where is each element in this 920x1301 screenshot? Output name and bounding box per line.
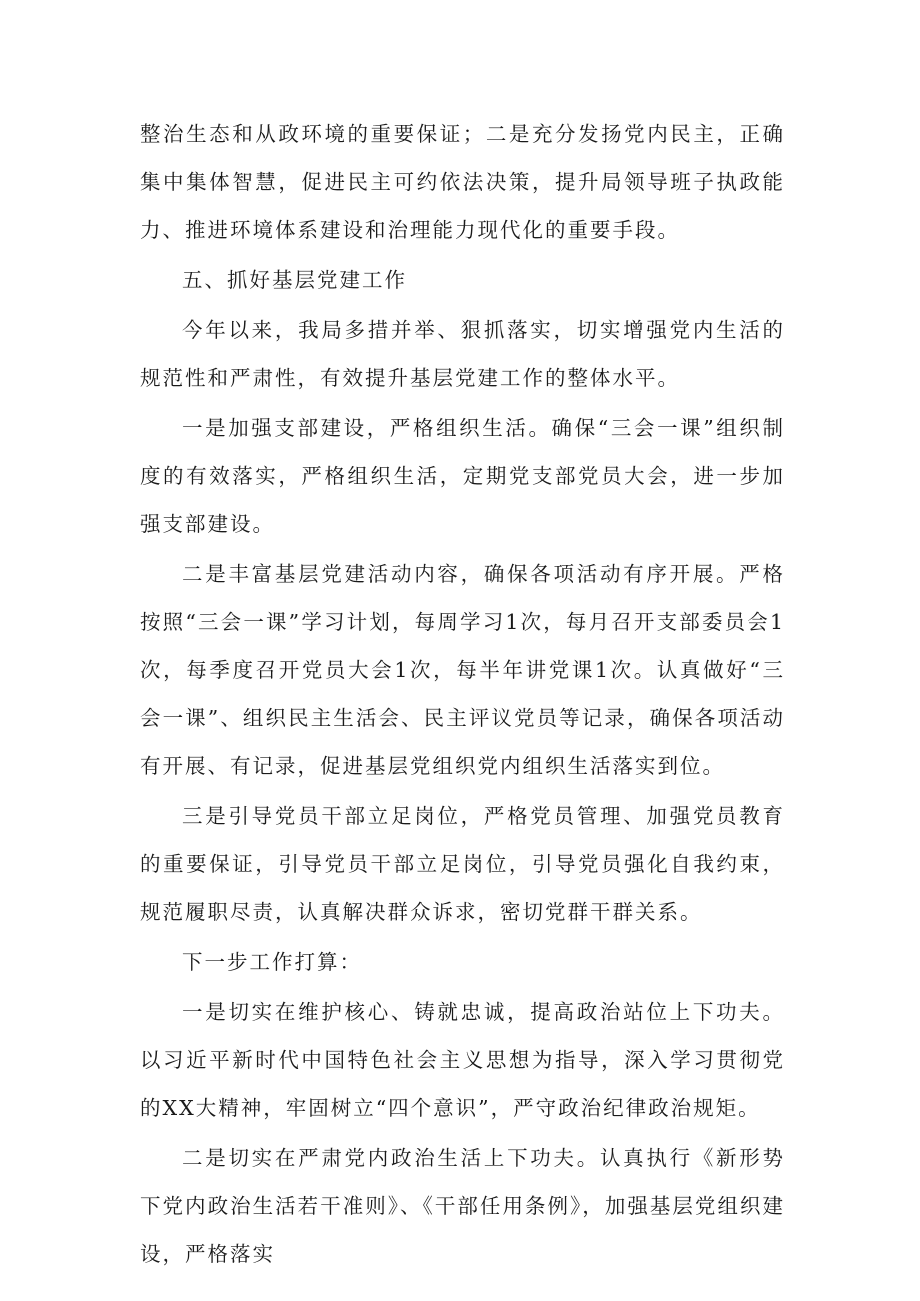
paragraph-9: 二是切实在严肃党内政治生活上下功夫。认真执行《新形势下党内政治生活若干准则》、《干部任用条例》，加强基层党组织建设，严格落实	[140, 1146, 785, 1266]
next-steps-heading: 下一步工作打算：	[182, 950, 362, 974]
paragraph-5: 二是丰富基层党建活动内容，确保各项活动有序开展。严格按照“三会一课”学习计划，每周学习1次，每月召开支部委员会1次，每季度召开党员大会1次，每半年讲党课1次。认真做好“三会一课”、组织民主生活会、民主评议党员等记录，确保各项活动有开展、有记录，促进基层党组织党内组织生活落实到位。	[140, 562, 785, 778]
section-heading-five: 五、抓好基层党建工作	[182, 268, 407, 292]
paragraph-6: 三是引导党员干部立足岗位，严格党员管理、加强党员教育的重要保证，引导党员干部立足岗位，引导党员强化自我约束，规范履职尽责，认真解决群众诉求，密切党群干群关系。	[140, 804, 785, 924]
paragraph-8: 一是切实在维护核心、铸就忠诚，提高政治站位上下功夫。以习近平新时代中国特色社会主义思想为指导，深入学习贯彻党的XX大精神，牢固树立“四个意识”，严守政治纪律政治规矩。	[140, 1000, 785, 1120]
paragraph-3: 今年以来，我局多措并举、狠抓落实，切实增强党内生活的规范性和严肃性，有效提升基层党建工作的整体水平。	[140, 318, 785, 390]
paragraph-1: 整治生态和从政环境的重要保证；二是充分发扬党内民主，正确集中集体智慧，促进民主可约依法决策，提升局领导班子执政能力、推进环境体系建设和治理能力现代化的重要手段。	[140, 122, 785, 242]
document-body	[140, 110, 785, 1278]
paragraph-4: 一是加强支部建设，严格组织生活。确保“三会一课”组织制度的有效落实，严格组织生活，定期党支部党员大会，进一步加强支部建设。	[140, 416, 785, 536]
